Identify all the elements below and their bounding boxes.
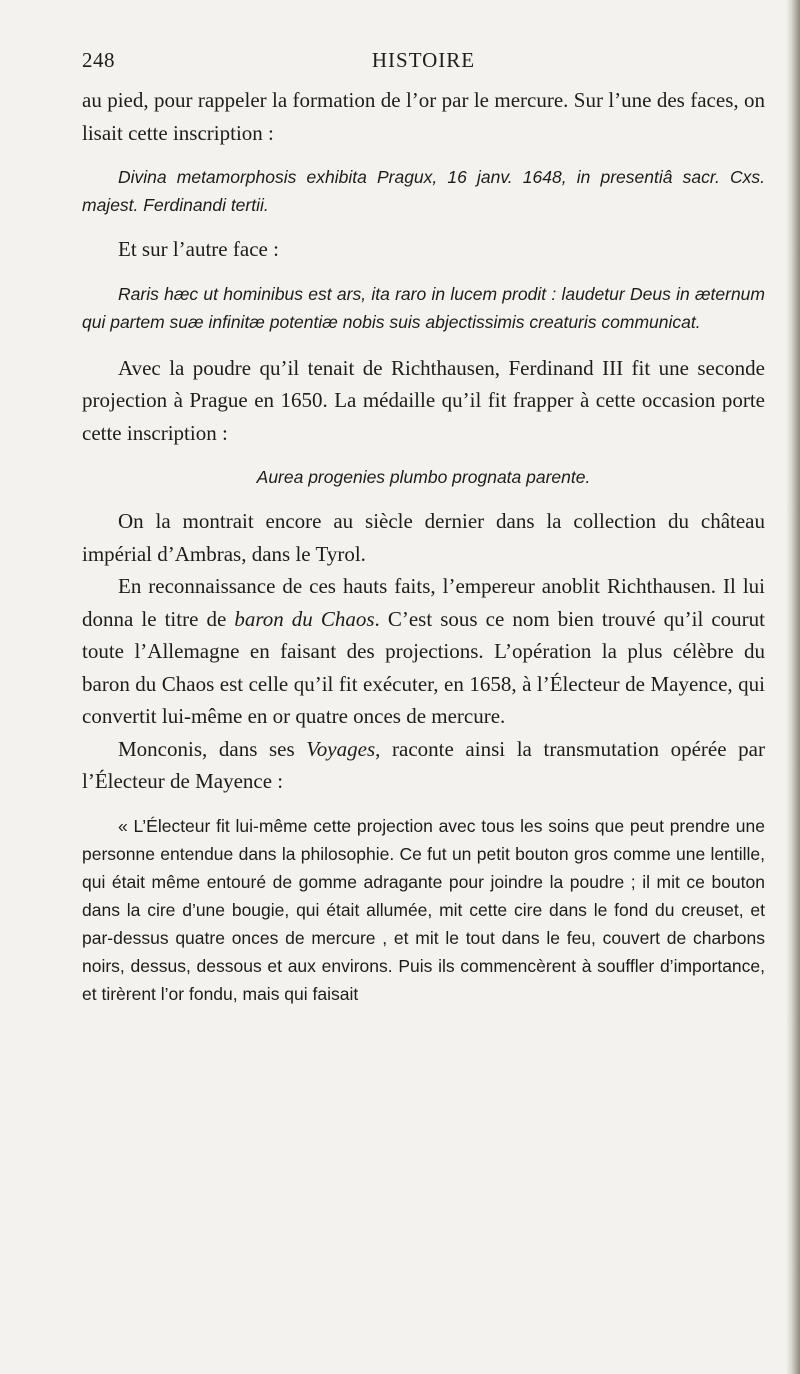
paragraph-6-text-a: Monconis, dans ses (118, 736, 307, 761)
page-header (82, 48, 765, 84)
paragraph-4: On la montrait encore au siècle dernier dans la collection du château impérial d’Ambras, dans le Tyrol. (82, 509, 765, 566)
quotation: « L’Électeur fit lui-même cette projection avec tous les soins que peut prendre une personne entendue dans la philosophie. Ce fut un petit bouton gros comme une lentille, qui était même entouré de gomme adragante pour joindre la poudre ; il mit ce bouton dans la cire d’une bougie, qui était allumée, mit cette cire dans le fond du creuset, et par-dessus quatre onces de mercure , et mit le tout dans le feu, couvert de charbons noirs, dessus, dessous et aux environs. Puis ils commencèrent à souffler d’importance, et tirèrent l’or fondu, mais qui faisait (82, 815, 765, 1004)
voyages-italic: Voyages (306, 736, 376, 761)
latin-inscription-1: Divina metamorphosis exhibita Pragux, 16 janv. 1648, in presentiâ sacr. Cxs. majest. Ferdinandi tertii. (82, 167, 765, 215)
page-edge-shadow (786, 0, 800, 1374)
paragraph-2: Et sur l’autre face : (118, 237, 279, 261)
baron-du-chaos-italic: baron du Chaos (234, 606, 375, 631)
paragraph-5-text-a: En reconnaissance de ces hauts faits, l’empereur anoblit Richthausen. Il lui donna le titre de (82, 574, 765, 631)
book-page (82, 48, 765, 1008)
paragraph-6 (82, 733, 765, 798)
latin-inscription-3: Aurea progenies plumbo prognata parente. (256, 467, 591, 487)
paragraph-5-text-b: . C’est sous ce nom bien trouvé qu’il courut toute l’Allemagne en faisant des projections. L’opération la plus célèbre du baron du Chaos est celle qu’il fit exécuter, en 1658, à l’Électeur de Mayence, qui convertit lui-même en or quatre onces de mercure. (82, 606, 765, 728)
paragraph-1: au pied, pour rappeler la formation de l’or par le mercure. Sur l’une des faces, on lisait cette inscription : (82, 88, 765, 145)
paragraph-6-text-b: , raconte ainsi la transmutation opérée par l’Électeur de Mayence : (82, 736, 765, 793)
paragraph-3: Avec la poudre qu’il tenait de Richthausen, Ferdinand III fit une seconde projection à Prague en 1650. La médaille qu’il fit frapper à cette occasion porte cette inscription : (82, 355, 765, 445)
paragraph-5 (82, 570, 765, 733)
latin-inscription-2: Raris hæc ut hominibus est ars, ita raro in lucem prodit : laudetur Deus in æternum qui partem suæ infinitæ potentiæ nobis suis abjectissimis creaturis communicat. (82, 283, 765, 332)
running-title: HISTOIRE (371, 48, 476, 72)
page-number: 248 (82, 48, 115, 72)
